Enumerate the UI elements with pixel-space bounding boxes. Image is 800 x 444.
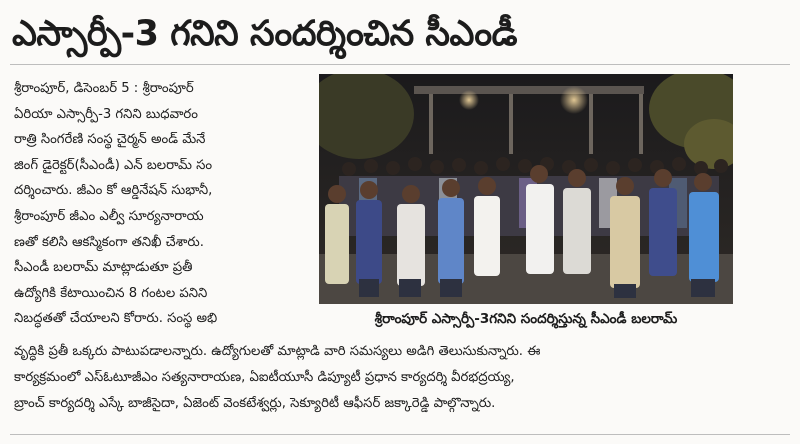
photo-caption: శ్రీరాంపూర్ ఎస్సార్పీ-3గనిని సందర్శిస్తున్న సీఎండీ బలరామ్ (374, 311, 678, 327)
body-line: జింగ్ డైరెక్టర్(సీఎండీ) ఎన్ బలరామ్ సం (14, 157, 213, 173)
body-line: దర్శించారు. జీఎం కో ఆర్డినేషన్ సుభానీ, (14, 183, 213, 199)
news-photo (319, 74, 733, 304)
body-line-full: కార్యక్రమంలో ఎస్ఓటూజీఎం సత్యనారాయణ, ఏఐటీయూసీ డిప్యూటీ ప్రధాన కార్యదర్శి వీరభద్రయ్య, (14, 370, 515, 385)
body-line: నిబద్ధతతో చేయాలని కోరారు. సంస్థ అభి (14, 311, 218, 327)
article-body-column (14, 76, 307, 332)
headline-divider (10, 64, 790, 65)
body-line: సీఎండీ బలరామ్ మాట్లాడుతూ ప్రతీ (14, 260, 193, 276)
body-line-full: వృద్ధికి ప్రతీ ఒక్కరు పాటుపడాలన్నారు. ఉద్యోగులతో మాట్లాడి వారి సమస్యలు అడిగి తెలుసుకున్నారు. ఈ (14, 344, 541, 359)
headline: ఎస్సార్పీ-3 గనిని సందర్శించిన సీఎండీ (12, 14, 517, 54)
body-line: ణతో కలిసి ఆకస్మికంగా తనిఖీ చేశారు. (14, 234, 204, 250)
body-line: శ్రీరాంపూర్ జీఎం ఎల్వీ సూర్యనారాయ (14, 208, 204, 224)
crowd-photo-illustration (319, 74, 733, 304)
body-line: రాత్రి సింగరేణి సంస్థ చైర్మన్ అండ్ మేనే (14, 132, 206, 148)
body-line: శ్రీరాంపూర్, డిసెంబర్ 5 : శ్రీరాంపూర్ (14, 81, 194, 96)
bottom-divider (10, 434, 790, 435)
body-line-full: బ్రాంచ్ కార్యదర్శి ఎస్కే బాజీసైదా, ఏజెంట్ వెంకటేశ్వర్లు, సెక్యూరిటీ ఆఫీసర్ జక్కారెడ్డి పాల్గొన్నారు. (14, 396, 496, 411)
body-line: ఉద్యోగికి కేటాయించిన 8 గంటల పనిని (14, 285, 208, 301)
body-line: ఏరియా ఎస్సార్పీ-3 గనిని బుధవారం (14, 106, 198, 122)
